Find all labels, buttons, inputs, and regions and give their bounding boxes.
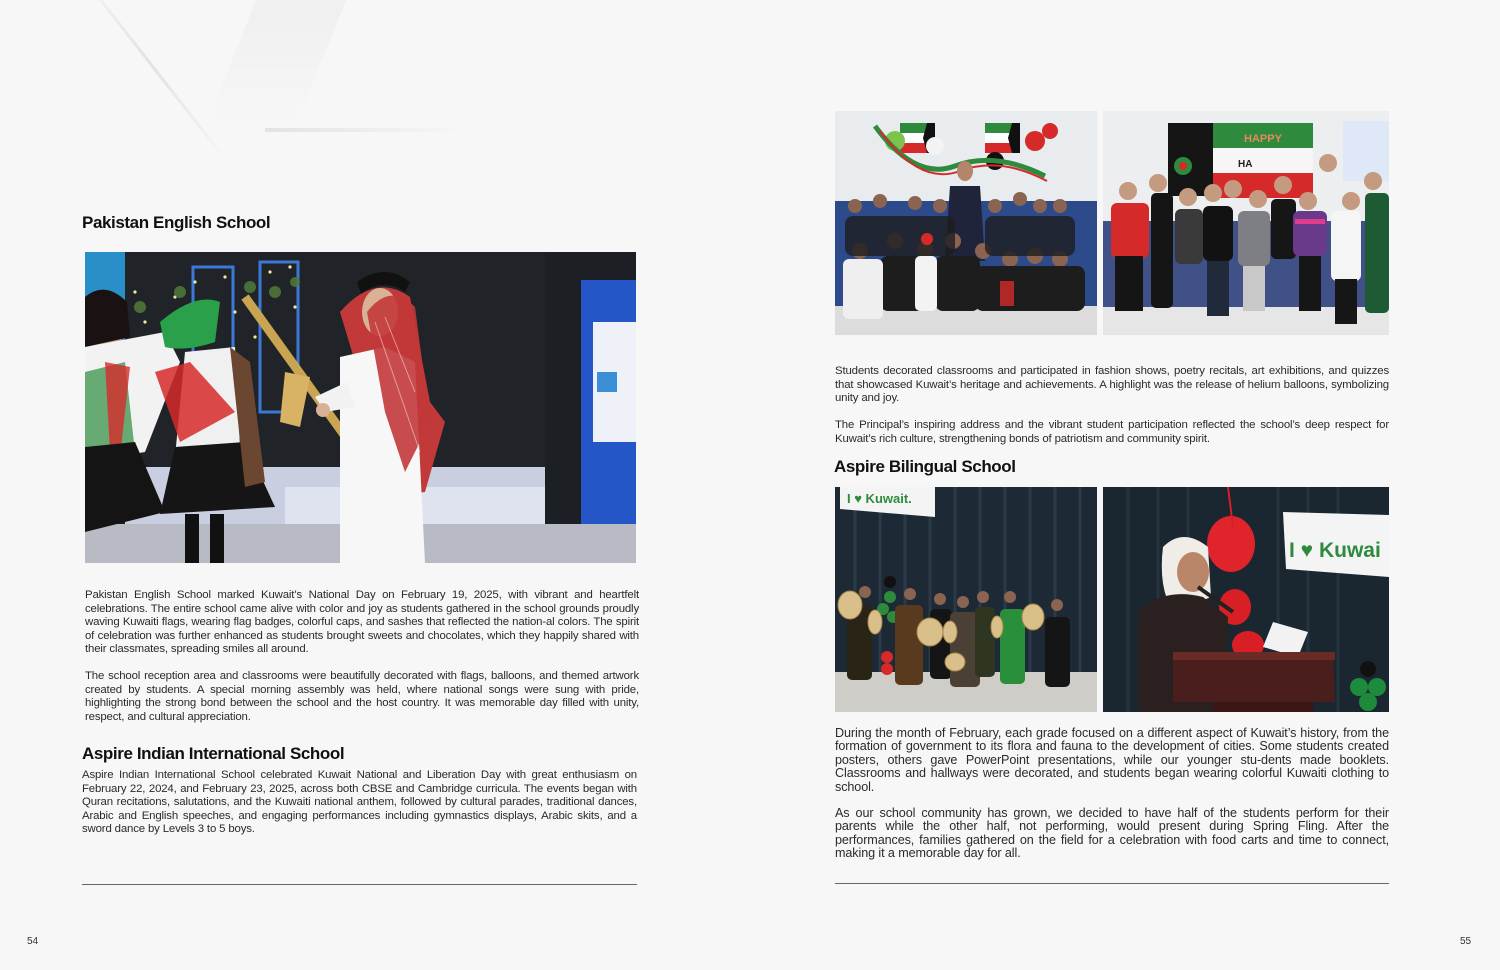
paragraph: As our school community has grown, we decided to have half of the students perform for their parents while the other half, not performing, would present during Spring Fling. After the performances, families gathered on the field for a celebration with food carts and time to connect, making it a memorable day for all.: [835, 806, 1389, 861]
divider-rule: [835, 883, 1389, 884]
divider-rule: [82, 884, 637, 885]
paragraph: Students decorated classrooms and participated in fashion shows, poetry recitals, art exhibitions, and quizzes that showcased Kuwait’s heritage and achievements. A highlight was the release of helium balloons, symbolizing unity and joy.: [835, 365, 1389, 404]
section-heading-aspire-indian-international-school: Aspire Indian International School: [82, 744, 345, 763]
sign-i-love-kuwait: I ♥ Kuwai: [1289, 539, 1381, 562]
photo-drum-dance-performance: [835, 487, 1097, 712]
paragraph: During the month of February, each grade focused on a different aspect of Kuwait’s history, from the formation of government to its flora and fauna to the development of cities. Some students created posters, others gave PowerPoint presentations, while our younger stu-dents made booklets. Classrooms and hallways were decorated, and students began wearing colorful Kuwaiti clothing to school.: [835, 726, 1389, 794]
page-number: 54: [27, 936, 39, 947]
page-number: 55: [1460, 936, 1472, 947]
paragraph: The Principal’s inspiring address and the vibrant student participation reflected the school’s deep respect for Kuwait’s rich culture, strengthening bonds of patriotism and community spirit.: [835, 419, 1389, 445]
photo-happy-banner-group: [1103, 111, 1389, 335]
paragraph: Pakistan English School marked Kuwait’s National Day on February 19, 2025, with vibrant and heartfelt celebrations. The entire school came alive with color and joy as students gathered in the school grounds proudly waving Kuwaiti flags, wearing flag badges, colorful caps, and sashes that reflected the nation-al colors. The spirit of celebration was further enhanced as students brought sweets and chocolates, which they happily shared with their classmates, spreading smiles all around.: [85, 589, 639, 655]
photo-classroom-group: [835, 111, 1097, 335]
banner-text-partial: HA: [1238, 159, 1253, 170]
paragraph: The school reception area and classrooms were beautifully decorated with flags, balloons, and themed artwork created by students. A special morning assembly was held, where national songs were sung with pride, highlighting the strong bond between the school and the host country. It was memorable day filled with unity, respect, and cultural appreciation.: [85, 670, 639, 723]
sign-i-love-kuwait: I ♥ Kuwait.: [847, 491, 912, 506]
photo-stage-performance: [85, 252, 636, 563]
section-heading-pakistan-english-school: Pakistan English School: [82, 213, 271, 232]
section-heading-aspire-bilingual-school: Aspire Bilingual School: [834, 457, 1016, 476]
paragraph: Aspire Indian International School celebrated Kuwait National and Liberation Day with great enthusiasm on February 22, 2024, and February 23, 2025, across both CBSE and Cambridge curricula. The events began with Quran recitations, salutations, and the Kuwaiti national anthem, followed by cultural parades, traditional dances, Arabic and English speeches, and engaging performances including gymnastics displays, Arabic skits, and a sword dance by Levels 3 to 5 boys.: [82, 769, 637, 835]
right-page: [750, 0, 1500, 970]
banner-text-happy: HAPPY: [1244, 133, 1282, 145]
photo-podium-speech: [1103, 487, 1389, 712]
